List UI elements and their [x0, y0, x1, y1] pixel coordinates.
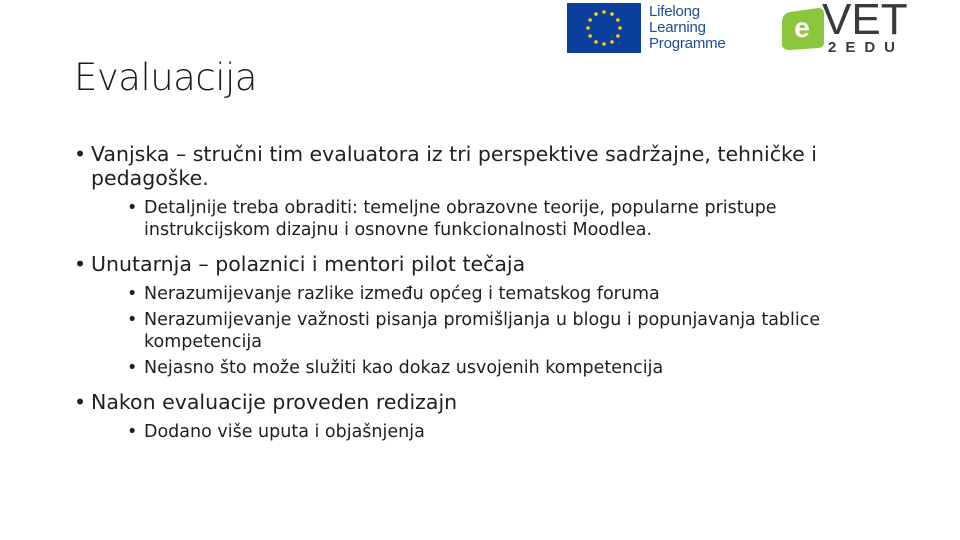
- sub-bullet-item: • Nerazumijevanje razlike između općeg i tematskog foruma: [127, 283, 894, 305]
- llp-line-2: Learning: [649, 19, 706, 36]
- sub-bullet-list: [91, 283, 894, 379]
- sub-bullet-item: • Nerazumijevanje važnosti pisanja promišljanja u blogu i popunjavanja tablice kompetencija: [127, 309, 894, 353]
- slide-title: Evaluacija: [74, 56, 257, 99]
- sub-bullet-item: • Nejasno što može služiti kao dokaz usvojenih kompetencija: [127, 357, 894, 379]
- evet2edu-logo: [778, 0, 938, 60]
- evet-subtitle: 2EDU: [828, 39, 905, 56]
- bullet-item: [74, 390, 894, 443]
- llp-line-1: Lifelong: [649, 3, 700, 20]
- bullet-text: • Unutarnja – polaznici i mentori pilot tečaja: [91, 252, 526, 276]
- bullet-item: [74, 252, 894, 379]
- evet-wordmark: VET: [822, 0, 908, 44]
- llp-logo: [567, 2, 747, 54]
- eu-flag-icon: [567, 3, 641, 53]
- sub-bullet-item: • Dodano više uputa i objašnjenja: [127, 421, 894, 443]
- sub-bullet-list: [91, 421, 894, 443]
- llp-wordmark: [649, 4, 726, 52]
- bullet-list: [74, 142, 894, 443]
- evet-badge-letter: e: [794, 12, 810, 43]
- llp-line-3: Programme: [649, 35, 726, 52]
- bullet-item: [74, 142, 894, 241]
- sub-bullet-list: [91, 197, 894, 241]
- bullet-text: • Vanjska – stručni tim evaluatora iz tri perspektive sadržajne, tehničke i pedagoške.: [91, 142, 817, 190]
- bullet-text: • Nakon evaluacije proveden redizajn: [91, 390, 458, 414]
- sub-bullet-item: • Detaljnije treba obraditi: temeljne obrazovne teorije, popularne pristupe instrukcijskom dizajnu i osnovne funkcionalnosti Moodlea.: [127, 197, 894, 241]
- slide-body: [74, 142, 894, 443]
